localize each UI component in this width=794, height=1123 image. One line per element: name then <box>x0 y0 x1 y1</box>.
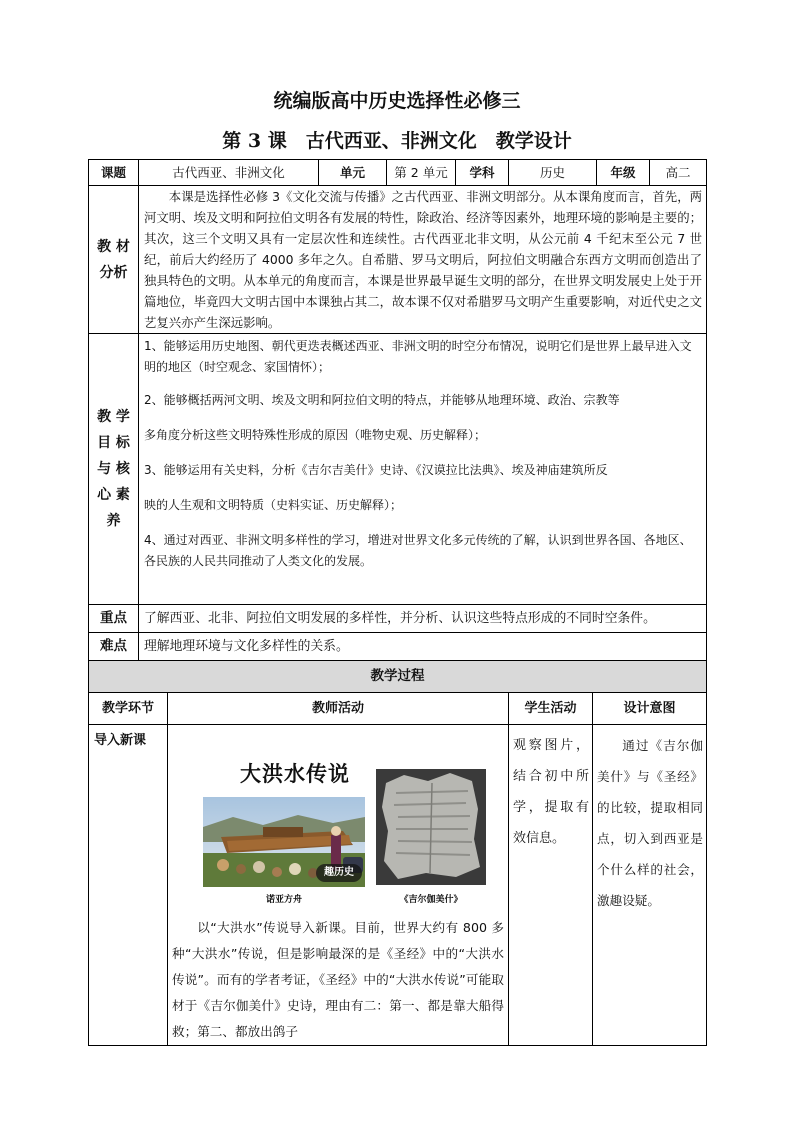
grade-label: 年级 <box>610 165 636 180</box>
goals-list <box>144 334 702 604</box>
goal-item: 映的人生观和文明特质（史料实证、历史解释）； <box>144 498 403 512</box>
topic-label: 课题 <box>100 165 126 180</box>
unit-label: 单元 <box>339 165 365 180</box>
difficult-point-text: 理解地理环境与文化多样性的关系。 <box>144 639 349 654</box>
grade-value: 高二 <box>665 165 691 180</box>
stage-intro: 导入新课 <box>94 733 147 748</box>
subject-label: 学科 <box>469 165 495 180</box>
key-point-label: 重点 <box>100 610 127 626</box>
clay-tablet-image <box>376 769 486 885</box>
key-point-text: 了解西亚、北非、阿拉伯文明发展的多样性，并分析、认识这些特点形成的不同时空条件。 <box>144 611 656 626</box>
goals-label-line: 与 核 <box>97 461 130 477</box>
column-student: 学生活动 <box>524 701 577 716</box>
goals-label-line: 目 标 <box>97 435 130 451</box>
goals-label <box>89 334 138 604</box>
difficult-point-label: 难点 <box>100 638 127 654</box>
material-analysis-label <box>89 186 138 333</box>
goal-item: 4、通过对西亚、非洲文明多样性的学习，增进对世界文化多元传统的了解，认识到世界各国、各地区、各民族的人民共同推动了人类文化的发展。 <box>144 533 692 568</box>
subject-value: 历史 <box>539 165 565 180</box>
caption-noah-ark: 诺亚方舟 <box>265 895 302 905</box>
goals-label-line: 养 <box>106 513 121 529</box>
goal-item: 多角度分析这些文明特殊性形成的原因（唯物史观、历史解释）； <box>144 428 487 442</box>
unit-value: 第 2 单元 <box>394 165 448 180</box>
column-intent: 设计意图 <box>623 701 676 716</box>
image-title: 大洪水传说 <box>240 762 350 786</box>
material-analysis-text: 本课是选择性必修 3《文化交流与传播》之古代西亚、非洲文明部分。从本课角度而言，首先，两河文明、埃及文明和阿拉伯文明各有发展的特性，除政治、经济等因素外，地理环境的影响是主要的；其次，这三个文明又具有一定层次性和连续性。古代西亚北非文明，从公元前 4 千纪末至公元 7 世纪，前后大约经历了 4000 多年之久。自希腊、罗马文明后，阿拉伯文明融合东西方文明而创造出了独具特色的文明。从本单元的角度而言，本课是世界最早诞生文明的部分，在世界文明发展史上处于开篇地位，毕竟四大文明古国中本课独占其二，故本课不仅对希腊罗马文明产生重要影响，对近代史之文艺复兴亦产生深远影响。 <box>144 189 702 330</box>
document-title: 统编版高中历史选择性必修三 <box>273 90 521 112</box>
image-watermark: 趣历史 <box>316 864 362 882</box>
material-label-line2: 分析 <box>99 264 128 281</box>
goals-label-line: 心 素 <box>97 487 130 503</box>
process-header: 教学过程 <box>89 661 706 692</box>
design-intent-text: 通过《吉尔伽美什》与《圣经》的比较，提取相同点，切入到西亚是个什么样的社会，激趣设疑。 <box>597 738 703 908</box>
caption-gilgamesh: 《吉尔伽美什》 <box>399 895 463 905</box>
column-stage: 教学环节 <box>101 701 154 716</box>
goals-label-line: 教 学 <box>97 409 130 425</box>
topic-value: 古代西亚、非洲文化 <box>172 165 285 180</box>
column-teacher: 教师活动 <box>311 701 364 716</box>
goal-item: 2、能够概括两河文明、埃及文明和阿拉伯文明的特点，并能够从地理环境、政治、宗教等 <box>144 393 620 407</box>
teacher-activity-text: 以“大洪水”传说导入新课。目前，世界大约有 800 多种“大洪水”传说，但是影响最深的是《圣经》中的“大洪水传说”。而有的学者考证，《圣经》中的“大洪水传说”可能取材于《吉尔伽美什》史诗，理由有二：第一、都是靠大船得救；第二、都放出鸽子 <box>172 920 504 1039</box>
goal-item: 1、能够运用历史地图、朝代更迭表概述西亚、非洲文明的时空分布情况，说明它们是世界上最早进入文明的地区（时空观念、家国情怀）； <box>144 339 692 374</box>
material-label-line1: 教 材 <box>97 238 130 255</box>
lesson-title: 第 3 课 古代西亚、非洲文化 教学设计 <box>222 130 572 152</box>
goal-item: 3、能够运用有关史料，分析《吉尔吉美什》史诗、《汉谟拉比法典》、埃及神庙建筑所反 <box>144 463 608 477</box>
student-activity-text: 观察图片，结合初中所学，提取有效信息。 <box>513 738 589 846</box>
lesson-image-group <box>198 758 498 908</box>
